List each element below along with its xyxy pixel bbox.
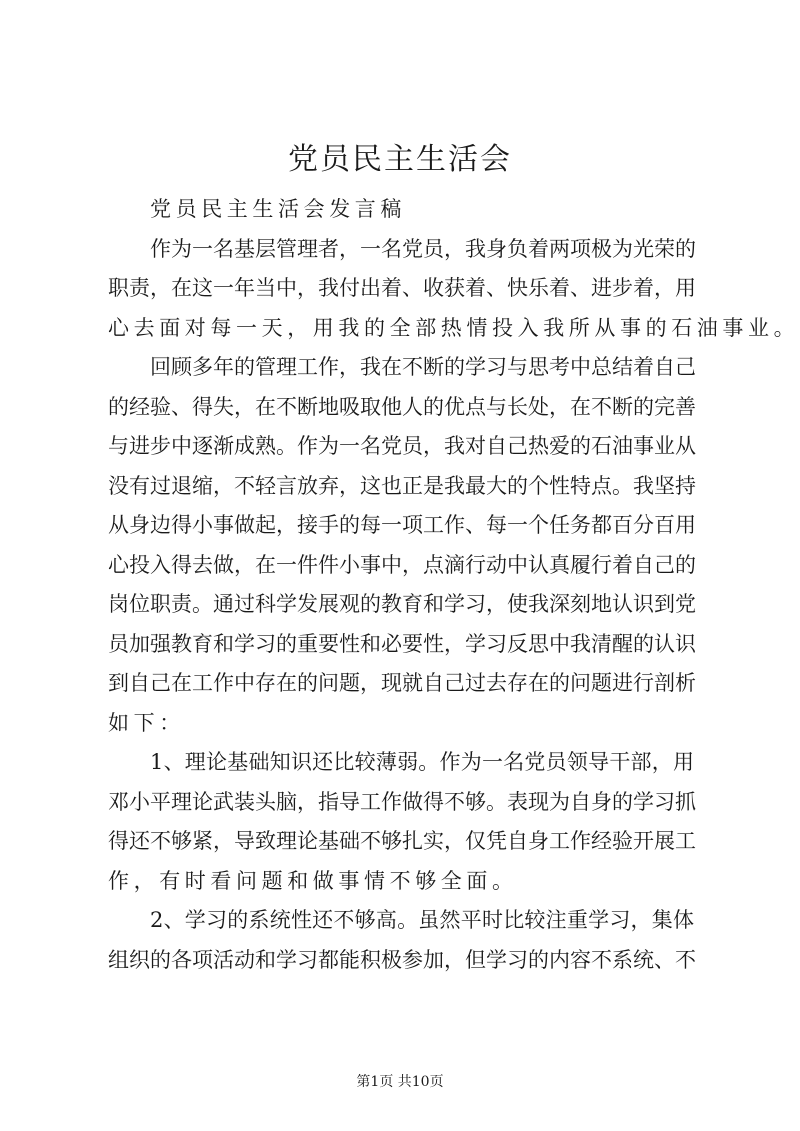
text-line: 心去面对每一天，用我的全部热情投入我所从事的石油事业。 — [108, 315, 800, 340]
text-line: 邓小平理论武装头脑，指导工作做得不够。表现为自身的学习抓 — [108, 789, 696, 814]
paragraph — [108, 348, 694, 743]
text-line: 如下： — [108, 710, 185, 735]
text-line: 1、理论基础知识还比较薄弱。作为一名党员领导干部，用 — [150, 750, 694, 774]
text-line: 从身边得小事做起，接手的每一项工作、每一个任务都百分百用 — [108, 513, 696, 537]
subtitle — [108, 190, 694, 230]
text-line: 的经验、得失，在不断地吸取他人的优点与长处，在不断的完善 — [108, 394, 696, 419]
text-line: 员加强教育和学习的重要性和必要性，学习反思中我清醒的认识 — [108, 631, 696, 656]
text-line: 组织的各项活动和学习都能积极参加，但学习的内容不系统、不 — [108, 947, 696, 972]
text-line: 回顾多年的管理工作，我在不断的学习与思考中总结着自己 — [150, 355, 696, 379]
document-title: 党员民主生活会 — [288, 142, 512, 177]
text-line: 党员民主生活会发言稿 — [150, 197, 406, 221]
text-line: 心投入得去做，在一件件小事中，点滴行动中认真履行着自己的 — [108, 552, 696, 577]
paragraph — [108, 901, 694, 980]
text-line: 作为一名基层管理者，一名党员，我身负着两项极为光荣的 — [150, 236, 696, 261]
text-line: 职责，在这一年当中，我付出着、收获着、快乐着、进步着，用 — [108, 276, 696, 300]
text-line: 得还不够紧，导致理论基础不够扎实，仅凭自身工作经验开展工 — [108, 829, 696, 853]
paragraph — [108, 230, 800, 349]
text-line: 2、学习的系统性还不够高。虽然平时比较注重学习，集体 — [150, 908, 694, 932]
text-line: 与进步中逐渐成熟。作为一名党员，我对自己热爱的石油事业从 — [108, 434, 696, 458]
text-line: 作，有时看问题和做事情不够全面。 — [108, 868, 518, 893]
document-body — [108, 190, 800, 980]
paragraph — [108, 743, 694, 901]
text-line: 没有过退缩，不轻言放弃，这也正是我最大的个性特点。我坚持 — [108, 473, 696, 498]
text-line: 到自己在工作中存在的问题，现就自己过去存在的问题进行剖析 — [108, 671, 696, 695]
text-line: 岗位职责。通过科学发展观的教育和学习，使我深刻地认识到党 — [108, 592, 696, 616]
page-number-footer: 第1页 共10页 — [356, 1074, 444, 1090]
